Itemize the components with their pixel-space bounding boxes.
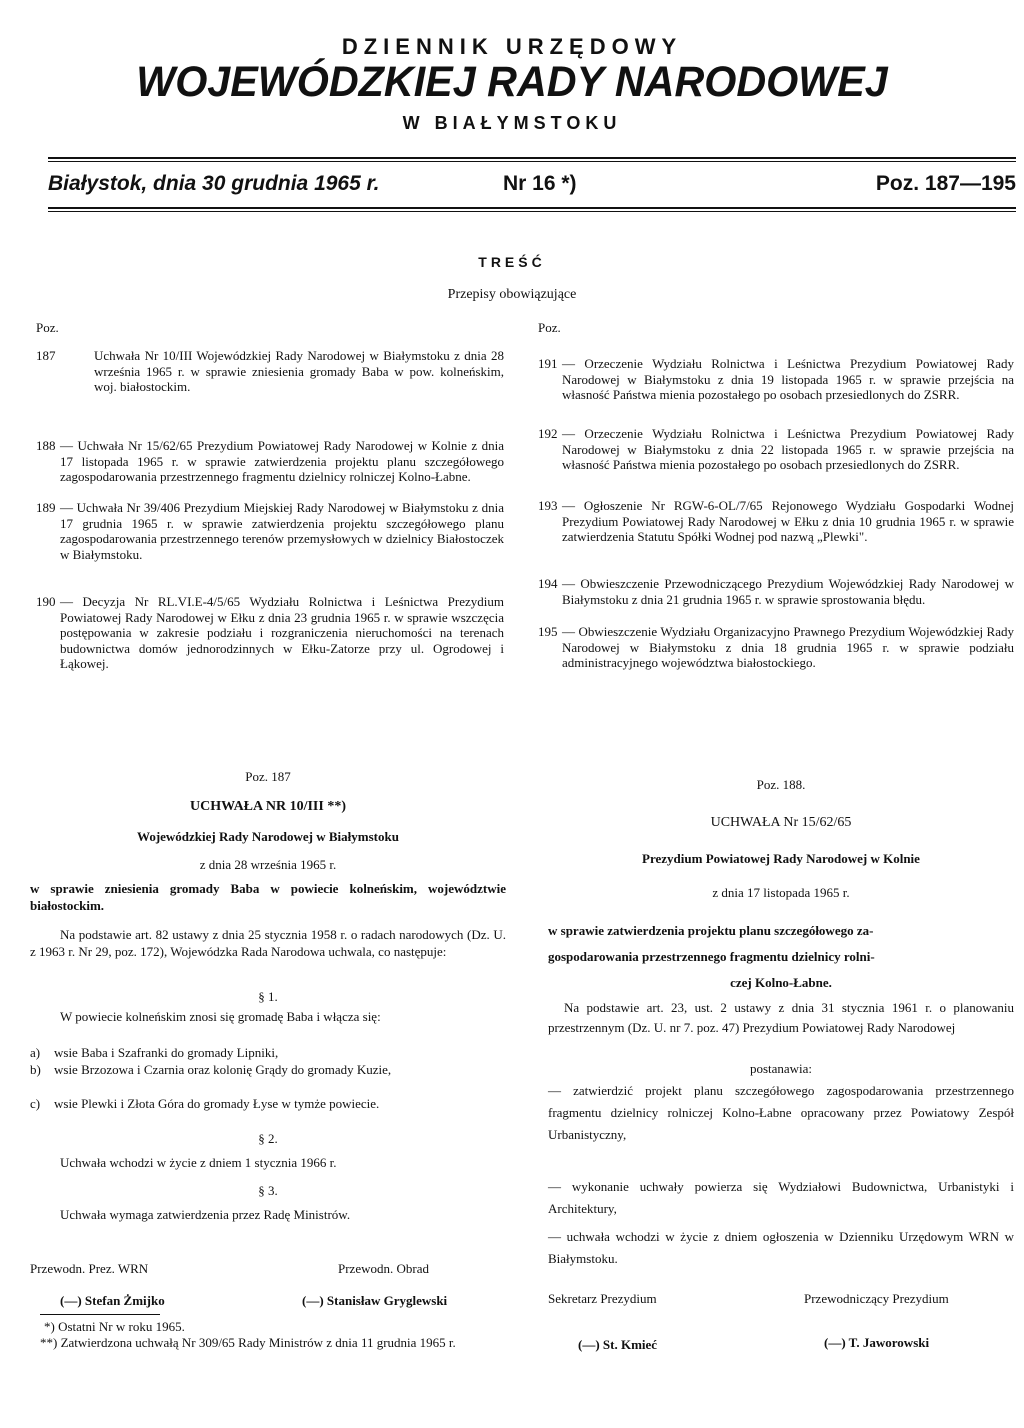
doc188-subject-line: w sprawie zatwierdzenia projektu planu szczegółowego za-	[548, 923, 874, 938]
toc-entry-text: — Orzeczenie Wydziału Rolnictwa i Leśnictwa Prezydium Powiatowej Rady Narodowej w Białymstoku z dnia 22 listopada 1965 r. w sprawie przejścia na własność Państwa mienia pozostałego po osobach przesiedlonych do ZSRR.	[562, 426, 1014, 472]
bottom-rule-thin	[48, 211, 1016, 212]
issue-line	[48, 172, 1016, 198]
doc187-title: UCHWAŁA NR 10/III **)	[190, 799, 346, 814]
doc188-decides: postanawia:	[749, 1061, 813, 1076]
doc188-issuer: Prezydium Powiatowej Rady Narodowej w Kolnie	[642, 851, 920, 866]
list-item-text: wsie Baba i Szafranki do gromady Lipniki,	[54, 1045, 279, 1060]
masthead-top: DZIENNIK URZĘDOWY	[341, 34, 683, 59]
list-item-label: c)	[30, 1096, 41, 1111]
toc-entry-number: 187	[36, 348, 56, 363]
toc-entry-number: 195	[538, 624, 558, 639]
contents-poz-right: Poz.	[538, 320, 561, 335]
masthead-subtitle: W BIAŁYMSTOKU	[402, 113, 622, 133]
toc-entry	[36, 348, 506, 410]
toc-entry-number: 190	[36, 594, 56, 609]
doc188-subject	[548, 918, 1014, 996]
toc-entry	[538, 426, 1014, 506]
bottom-rule	[48, 207, 1016, 209]
toc-entry-number: 193	[538, 498, 558, 513]
doc187-section-2-text: Uchwała wchodzi w życie z dniem 1 stycznia 1966 r.	[60, 1155, 337, 1170]
list-item-label: b)	[30, 1062, 41, 1077]
contents-poz-left: Poz.	[36, 320, 59, 335]
doc187-footnote-2: **) Zatwierdzona uchwałą Nr 309/65 Rady Ministrów z dnia 11 grudnia 1965 r.	[40, 1335, 456, 1350]
contents-title: TREŚĆ	[478, 254, 546, 270]
toc-entry	[538, 356, 1014, 436]
top-rule	[48, 157, 1016, 159]
doc187-signature-left-name: (—) Stefan Żmijko	[60, 1293, 165, 1308]
doc187-section-3: § 3.	[258, 1183, 278, 1198]
doc188-list-item: — wykonanie uchwały powierza się Wydziałowi Budownictwa, Urbanistyki i Architektury,	[548, 1179, 1014, 1216]
toc-entry-text: — Uchwała Nr 15/62/65 Prezydium Powiatowej Rady Narodowej w Kolnie z dnia 17 listopada 1965 r. w sprawie zatwierdzenia projektu planu szczegółowego zagospodarowania przestrzennego fragmentu dzielnicy rolniczej Kolno-Łabne.	[60, 438, 504, 484]
doc188-signature-left-role: Sekretarz Prezydium	[548, 1291, 657, 1306]
toc-entry-text: — Decyzja Nr RL.VI.E-4/5/65 Wydziału Rolnictwa i Leśnictwa Prezydium Powiatowej Rady Narodowej w Ełku z dnia 23 grudnia 1965 r. w sprawie wszczęcia postępowania w zakresie podziału i rozgraniczenia nieruchomości na terenach budownictwa domów jednorodzinnych w Ełku-Zatorze przy ul. Ogrodowej i Łąkowej.	[60, 594, 504, 671]
doc187-section-2: § 2.	[258, 1131, 278, 1146]
toc-entry-number: 189	[36, 500, 56, 515]
issue-place-date: Białystok, dnia 30 grudnia 1965 r.	[48, 172, 380, 195]
doc188-signature-right-name: (—) T. Jaworowski	[824, 1335, 930, 1350]
doc187-signature-left-role: Przewodn. Prez. WRN	[30, 1261, 149, 1276]
doc188-signature-right-role: Przewodniczący Prezydium	[804, 1291, 949, 1306]
doc188-date: z dnia 17 listopada 1965 r.	[712, 885, 850, 900]
toc-entry-text: — Obwieszczenie Przewodniczącego Prezydium Wojewódzkiej Rady Narodowej w Białymstoku z dnia 21 grudnia 1965 r. w sprawie sprostowania błędu.	[562, 576, 1014, 607]
doc187-section-1-text: W powiecie kolneńskim znosi się gromadę Baba i włącza się:	[60, 1009, 381, 1024]
toc-entry-text: — Uchwała Nr 39/406 Prezydium Miejskiej Rady Narodowej w Białymstoku z dnia 17 grudnia 1965 r. w sprawie zatwierdzenia projektu szczegółowego planu zagospodarowania przestrzennego terenów przemysłowych w dzielnicy Białostoczek w Białymstoku.	[60, 500, 504, 562]
toc-entry-text: — Ogłoszenie Nr RGW-6-OL/7/65 Rejonowego Wydziału Gospodarki Wodnej Prezydium Powiatowej Rady Narodowej w Ełku z dnia 10 grudnia 1965 r. w sprawie zatwierdzenia Statutu Spółki Wodnej pod nazwą „Plewki".	[562, 498, 1014, 544]
doc188-list-item: — uchwała wchodzi w życie z dniem ogłoszenia w Dzienniku Urzędowym WRN w Białymstoku.	[548, 1229, 1014, 1266]
issue-positions: Poz. 187—195	[875, 172, 1016, 195]
list-item-text: wsie Brzozowa i Czarnia oraz kolonię Grądy do gromady Kuzie,	[54, 1062, 392, 1077]
toc-entry-number: 188	[36, 438, 56, 453]
toc-entry	[36, 594, 506, 704]
doc188-signature-left-name: (—) St. Kmieć	[578, 1337, 658, 1352]
toc-entry	[538, 498, 1014, 578]
toc-entry-text: — Orzeczenie Wydziału Rolnictwa i Leśnictwa Prezydium Powiatowej Rady Narodowej w Białymstoku z dnia 19 listopada 1965 r. w sprawie przejścia na własność Państwa mienia pozostałego po osobach przesiedlonych do ZSRR.	[562, 356, 1014, 402]
doc188-preamble: Na podstawie art. 23, ust. 2 ustawy z dnia 31 stycznia 1961 r. o planowaniu przestrzennym (Dz. U. nr 7. poz. 47) Prezydium Powiatowej Rady Narodowej	[548, 1000, 1014, 1035]
doc188-title: UCHWAŁA Nr 15/62/65	[710, 815, 852, 830]
doc187-issuer: Wojewódzkiej Rady Narodowej w Białymstoku	[137, 829, 399, 844]
doc187-signature-right-name: (—) Stanisław Gryglewski	[302, 1293, 448, 1308]
doc187-footnote-1: *) Ostatni Nr w roku 1965.	[44, 1319, 185, 1334]
list-item-label: a)	[30, 1045, 41, 1060]
toc-entry-number: 194	[538, 576, 558, 591]
doc187-section-3-text: Uchwała wymaga zatwierdzenia przez Radę Ministrów.	[60, 1207, 351, 1222]
toc-entry-number: 191	[538, 356, 558, 371]
doc187-poz: Poz. 187	[245, 769, 291, 784]
toc-entry-text: Uchwała Nr 10/III Wojewódzkiej Rady Narodowej w Białymstoku z dnia 28 września 1965 r. w sprawie zniesienia gromady Baba w pow. kolneńskim, woj. białostockim.	[94, 348, 504, 394]
contents-subtitle: Przepisy obowiązujące	[447, 287, 577, 302]
doc187-preamble: Na podstawie art. 82 ustawy z dnia 25 stycznia 1958 r. o radach narodowych (Dz. U. z 1963 r. Nr 29, poz. 172), Wojewódzka Rada Narodowa uchwala, co następuje:	[30, 927, 506, 959]
doc187-subject: w sprawie zniesienia gromady Baba w powiecie kolneńskim, województwie białostockim.	[30, 881, 506, 913]
toc-entry-text: — Obwieszczenie Wydziału Organizacyjno Prawnego Prezydium Wojewódzkiej Rady Narodowej w Białymstoku z dnia 18 grudnia 1965 r. w sprawie podziału administracyjnego województwa białostockiego.	[562, 624, 1014, 670]
issue-number: Nr 16 *)	[503, 172, 577, 195]
doc187-signature-right-role: Przewodn. Obrad	[338, 1261, 429, 1276]
doc187-section-1: § 1.	[258, 989, 278, 1004]
toc-entry	[36, 500, 506, 596]
footnote-rule	[40, 1314, 160, 1315]
doc187-date: z dnia 28 września 1965 r.	[199, 857, 337, 872]
toc-entry	[538, 576, 1014, 624]
list-item-text: wsie Plewki i Złota Góra do gromady Łyse w tymże powiecie.	[54, 1096, 380, 1111]
doc188-subject-line: czej Kolno-Łabne.	[730, 975, 832, 990]
toc-entry-number: 192	[538, 426, 558, 441]
masthead-title: WOJEWÓDZKIEJ RADY NARODOWEJ	[136, 58, 888, 106]
toc-entry	[538, 624, 1014, 704]
top-rule-thin	[48, 161, 1016, 162]
doc188-subject-line: gospodarowania przestrzennego fragmentu dzielnicy rolni-	[548, 949, 875, 964]
doc188-list-item: — zatwierdzić projekt planu szczegółowego zagospodarowania przestrzennego fragmentu dzielnicy rolniczej Kolno-Łabne opracowany przez Powiatowy Zespół Urbanistyczny,	[548, 1083, 1014, 1142]
doc188-poz: Poz. 188.	[756, 777, 806, 792]
